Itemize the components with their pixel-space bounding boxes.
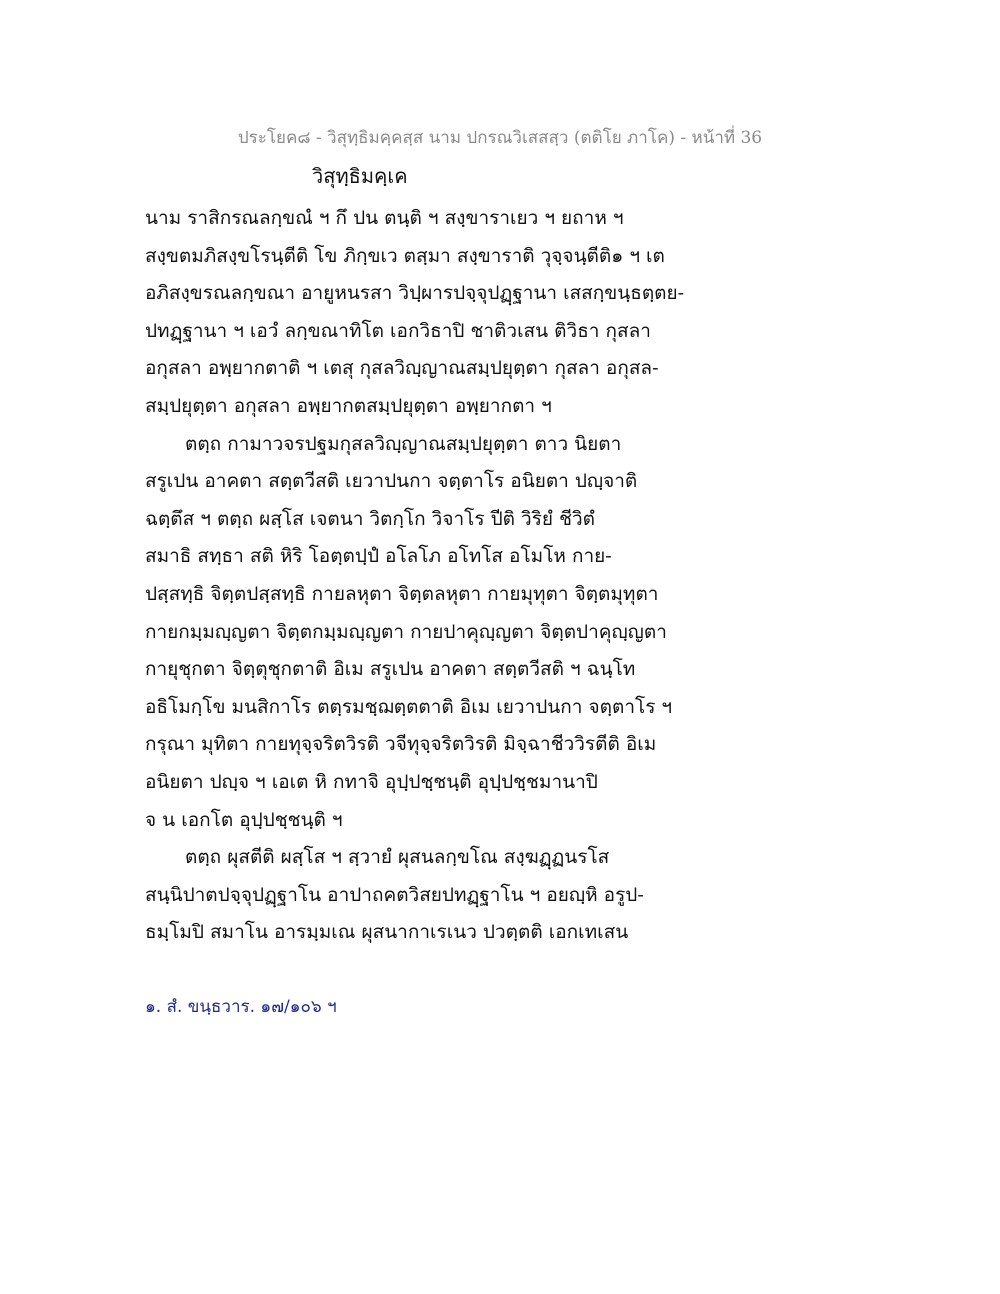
text-line: ธมฺโมปิ สมาโน อารมฺมเณ ผุสนากาเรเนว ปวตฺตติ เอกเทเสน [145, 921, 629, 944]
book-title: วิสุทฺธิมคฺเค [312, 164, 408, 188]
text-line: สงฺขตมภิสงฺขโรนฺตีติ โข ภิกฺขเว ตสฺมา สงฺขาราติ วุจฺจนฺตีติ๑ ฯ เต [145, 244, 665, 267]
text-line: จ น เอกโต อุปฺปชฺชนฺติ ฯ [145, 808, 343, 831]
text-line: กรุณา มุทิตา กายทุจฺจริตวิรติ วจีทุจฺจริตวิรติ มิจฺฉาชีววิรตีติ อิเม [145, 733, 657, 756]
paragraph-start-line: ตตฺถ กามาวจรปฐมกุสลวิญฺญาณสมฺปยุตฺตา ตาว นิยตา [185, 432, 622, 455]
body-text [145, 200, 705, 952]
paragraph-start-line: ตตฺถ ผุสตีติ ผสฺโส ฯ สฺวายํ ผุสนลกฺขโณ สงฺฆฏฺฏนรโส [185, 846, 610, 869]
text-line: อธิโมกฺโข มนสิกาโร ตตฺรมชฺฌตฺตตาติ อิเม เยวาปนกา จตฺตาโร ฯ [145, 695, 673, 718]
text-line: สรูเปน อาคตา สตฺตวีสติ เยวาปนกา จตฺตาโร อนิยตา ปญฺจาติ [145, 470, 638, 493]
footnote: ๑. สํ. ขนฺธวาร. ๑๗/๑๐๖ ฯ [145, 997, 337, 1017]
text-line: อกุสลา อพฺยากตาติ ฯ เตสุ กุสลวิญฺญาณสมฺปยุตฺตา กุสลา อกุสล- [145, 357, 659, 380]
text-line: ปทฏฺฐานา ฯ เอวํ ลกฺขณาทิโต เอกวิธาปิ ชาติวเสน ติวิธา กุสลา [145, 319, 651, 342]
text-line: สมฺปยุตฺตา อกุสลา อพฺยากตสมฺปยุตฺตา อพฺยากตา ฯ [145, 394, 552, 417]
text-line: สมาธิ สทฺธา สติ หิริ โอตฺตปฺปํ อโลโภ อโทโส อโมโห กาย- [145, 545, 612, 568]
text-line: ปสฺสทฺธิ จิตฺตปสฺสทฺธิ กายลหุตา จิตฺตลหุตา กายมุทุตา จิตฺตมุทุตา [145, 582, 659, 605]
text-line: ฉตฺตึส ฯ ตตฺถ ผสฺโส เจตนา วิตกฺโก วิจาโร ปีติ วิริยํ ชีวิตํ [145, 507, 595, 530]
text-line: สนฺนิปาตปจฺจุปฏฺฐาโน อาปาถคตวิสยปทฏฺฐาโน ฯ อยญฺหิ อรูป- [145, 883, 644, 906]
text-line: อนิยตา ปญฺจ ฯ เอเต หิ กทาจิ อุปฺปชฺชนฺติ อุปฺปชฺชมานาปิ [145, 770, 598, 793]
text-line: กายุชุกตา จิตฺตุชุกตาติ อิเม สรูเปน อาคตา สตฺตวีสติ ฯ ฉนฺโท [145, 658, 636, 681]
text-line: กายกมฺมญฺญตา จิตฺตกมฺมญฺญตา กายปาคุญฺญตา จิตฺตปาคุญฺญตา [145, 620, 667, 643]
text-line: นาม ราสิกรณลกฺขณํ ฯ กึ ปน ตนฺติ ฯ สงฺขาราเยว ฯ ยถาห ฯ [145, 207, 624, 229]
text-line: อภิสงฺขรณลกฺขณา อายูหนรสา วิปฺผารปจฺจุปฏฺฐานา เสสกฺขนฺธตฺตย- [145, 282, 685, 305]
running-header: ประโยค๘ - วิสุทฺธิมคฺคสฺส นาม ปกรณวิเสสสฺว (ตติโย ภาโค) - หน้าที่ 36 [237, 128, 763, 148]
